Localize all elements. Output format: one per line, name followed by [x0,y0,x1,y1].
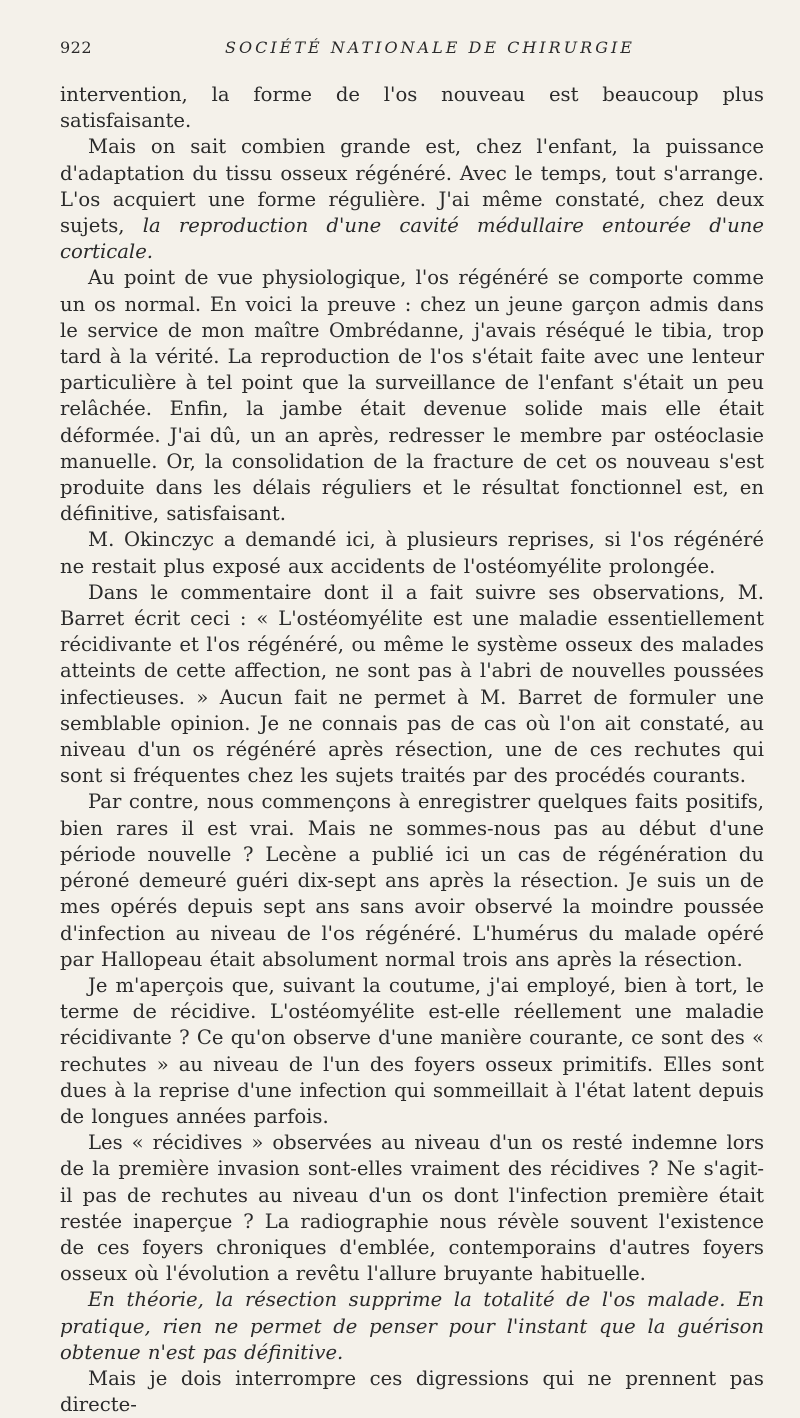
page-number: 922 [60,38,93,57]
paragraph [60,265,764,527]
italic-text: En théorie, la résection supprime la totalité de l'os malade. En pratique, rien ne permet de penser pour l'instant que la guérison obtenue n'est pas définitive. [60,1288,764,1364]
paragraph [60,1130,764,1287]
paragraph [60,527,764,579]
page-header [60,38,760,62]
paragraph-text: Mais je dois interrompre ces digressions qui ne prennent pas directe- [60,1366,764,1417]
paragraph [60,134,764,265]
paragraph [60,1366,764,1418]
paragraph-text: Par contre, nous commençons à enregistrer quelques faits positifs, bien rares il est vrai. Mais ne sommes-nous pas au début d'une période nouvelle ? Lecène a publié ici un cas de régénération du péroné demeuré guéri dix-sept ans après la résection. Je suis un de mes opérés depuis sept ans sans avoir observé la moindre poussée d'infection au niveau de l'os régénéré. L'humérus du malade opéré par Hallopeau était absolument normal trois ans après la résection. [60,790,764,971]
paragraph [60,580,764,790]
running-head: SOCIÉTÉ NATIONALE DE CHIRURGIE [225,38,635,57]
paragraph-text: Dans le commentaire dont il a fait suivre ses observations, M. Barret écrit ceci : « L'ostéomyélite est une maladie essentiellement récidivante et l'os régénéré, ou même le système osseux des malades atteints de cette affection, ne sont pas à l'abri de nouvelles poussées infectieuses. » Aucun fait ne permet à M. Barret de formuler une semblable opinion. Je ne connais pas de cas où l'on ait constaté, au niveau d'un os régénéré après résection, une de ces rechutes qui sont si fréquentes chez les sujets traités par des procédés courants. [60,580,764,788]
paragraph [60,1287,764,1366]
paragraph [60,973,764,1130]
paragraph-text: Au point de vue physiologique, l'os régénéré se comporte comme un os normal. En voici la preuve : chez un jeune garçon admis dans le service de mon maître Ombrédanne, j'avais réséqué le tibia, trop tard à la vérité. La reproduction de l'os s'était faite avec une lenteur particulière à tel point que la surveillance de l'enfant s'était un peu relâchée. Enfin, la jambe était devenue solide mais elle était déformée. J'ai dû, un an après, redresser le membre par ostéoclasie manuelle. Or, la consolidation de la fracture de cet os nouveau s'est produite dans les délais réguliers et le résultat fonctionnel est, en définitive, satisfaisant. [60,266,764,526]
italic-text: la reproduction d'une cavité médullaire entourée d'une corticale. [60,214,764,264]
paragraph-text: M. Okinczyc a demandé ici, à plusieurs reprises, si l'os régénéré ne restait plus exposé aux accidents de l'ostéomyélite prolongée. [60,528,764,578]
paragraph-text: intervention, la forme de l'os nouveau est beaucoup plus satisfaisante. [60,83,764,133]
paragraph-text: Mais on sait combien grande est, chez l'enfant, la puissance d'adaptation du tissu osseux régénéré. Avec le temps, tout s'arrange. L'os acquiert une forme régulière. J'ai même constaté, chez deux sujets, [60,135,764,238]
paragraph [60,789,764,972]
body-text [60,82,764,1418]
paragraph-text: Je m'aperçois que, suivant la coutume, j'ai employé, bien à tort, le terme de récidive. L'ostéomyélite est-elle réellement une maladie récidivante ? Ce qu'on observe d'une manière courante, ce sont des « rechutes » au niveau de l'un des foyers osseux primitifs. Elles sont dues à la reprise d'une infection qui sommeillait à l'état latent depuis de longues années parfois. [60,973,764,1128]
paragraph-text: Les « récidives » observées au niveau d'un os resté indemne lors de la première invasion sont-elles vraiment des récidives ? Ne s'agit-il pas de rechutes au niveau d'un os dont l'infection première était restée inaperçue ? La radiographie nous révèle souvent l'existence de ces foyers chroniques d'emblée, contemporains d'autres foyers osseux où l'évolution a revêtu l'allure bruyante habituelle. [60,1131,764,1286]
paragraph [60,82,764,134]
